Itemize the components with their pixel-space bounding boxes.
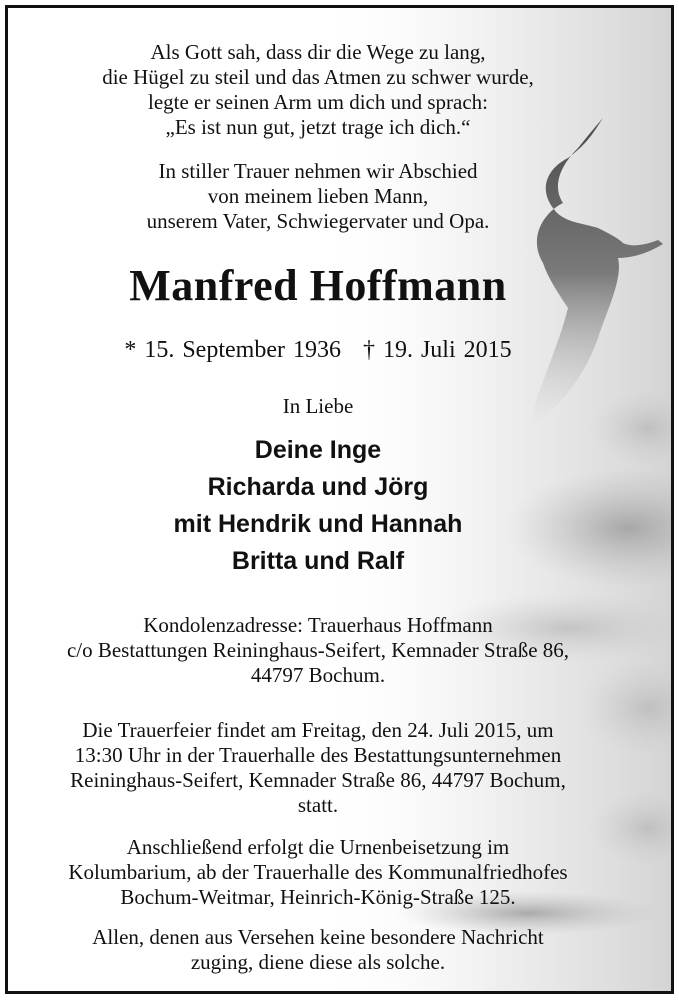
closing-line: Allen, denen aus Versehen keine besondere Nachricht — [92, 925, 544, 949]
death-date: † 19. Juli 2015 — [362, 337, 512, 363]
urn-burial-info — [8, 835, 628, 910]
deceased-name: Manfred Hoffmann — [129, 261, 507, 310]
life-dates — [8, 336, 628, 364]
closing-note — [8, 925, 628, 975]
family-signatures — [8, 432, 628, 580]
poem — [8, 40, 628, 140]
burial-line: Kolumbarium, ab der Trauerhalle des Kommunalfriedhofes — [68, 860, 568, 884]
family-member: Britta und Ralf — [231, 547, 405, 575]
ceremony-line: statt. — [297, 793, 339, 817]
poem-line: die Hügel zu steil und das Atmen zu schwer wurde, — [102, 65, 534, 89]
ceremony-line: Reininghaus-Seifert, Kemnader Straße 86, 44797 Bochum, — [70, 768, 566, 792]
obituary-notice — [5, 5, 674, 994]
intro-line: unserem Vater, Schwiegervater und Opa. — [146, 209, 490, 233]
funeral-ceremony-info — [8, 718, 628, 818]
ceremony-line: 13:30 Uhr in der Trauerhalle des Bestattungsunternehmen — [74, 743, 562, 767]
poem-line: legte er seinen Arm um dich und sprach: — [148, 90, 488, 114]
family-member: Richarda und Jörg — [207, 473, 429, 501]
poem-line: Als Gott sah, dass dir die Wege zu lang, — [150, 40, 486, 64]
family-member: mit Hendrik und Hannah — [173, 510, 463, 538]
poem-line: „Es ist nun gut, jetzt trage ich dich.“ — [165, 115, 471, 139]
condolence-address — [8, 613, 628, 688]
condolence-line: 44797 Bochum. — [250, 663, 386, 687]
ceremony-line: Die Trauerfeier findet am Freitag, den 24. Juli 2015, um — [82, 718, 554, 742]
closing-line: zuging, diene diese als solche. — [190, 950, 446, 974]
burial-line: Bochum-Weitmar, Heinrich-König-Straße 125. — [120, 885, 516, 909]
farewell-intro — [8, 159, 628, 234]
condolence-line: c/o Bestattungen Reininghaus-Seifert, Kemnader Straße 86, — [66, 638, 570, 662]
intro-line: von meinem lieben Mann, — [207, 184, 429, 208]
condolence-line: Kondolenzadresse: Trauerhaus Hoffmann — [143, 613, 493, 637]
in-love-line: In Liebe — [282, 394, 354, 418]
family-member: Deine Inge — [254, 436, 382, 464]
intro-line: In stiller Trauer nehmen wir Abschied — [158, 159, 478, 183]
birth-date: * 15. September 1936 — [124, 337, 341, 363]
burial-line: Anschließend erfolgt die Urnenbeisetzung im — [126, 835, 510, 859]
